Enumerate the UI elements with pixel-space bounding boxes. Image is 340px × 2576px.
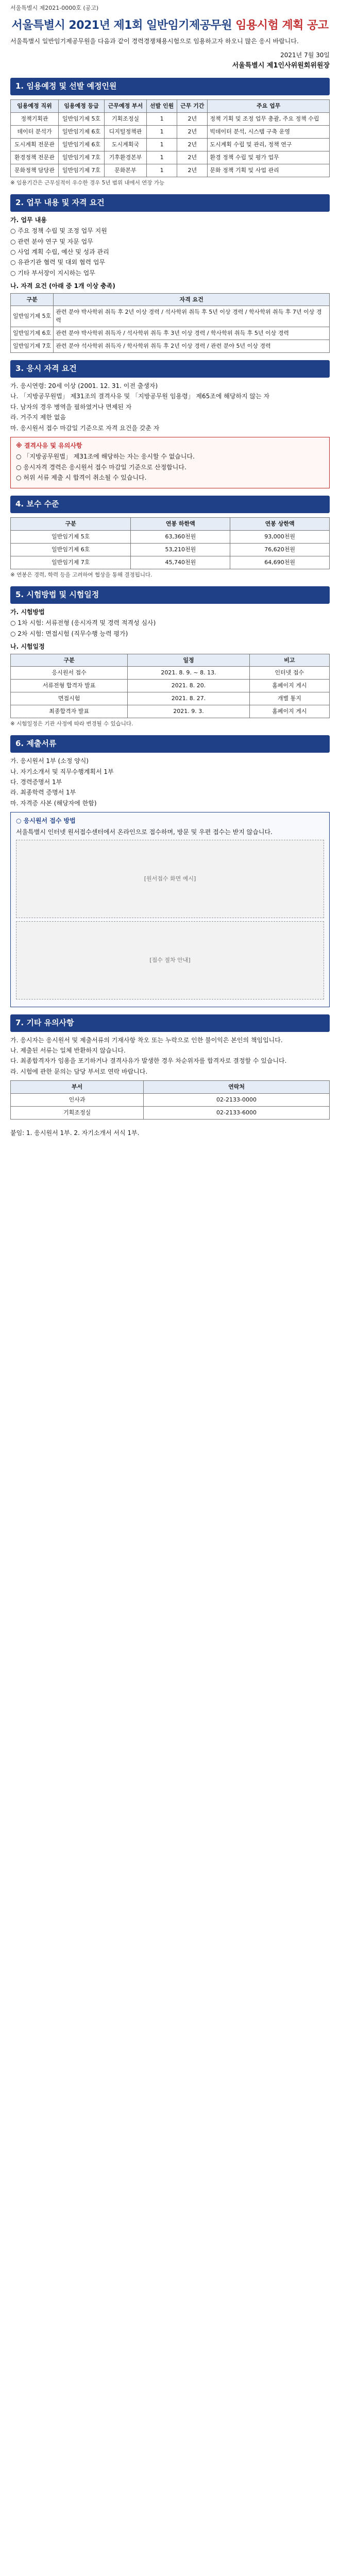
table-header: 근무예정 부서 [105, 100, 147, 113]
qualification-title: 나. 자격 요건 (아래 중 1개 이상 충족) [10, 282, 115, 290]
table-cell: 문화본부 [105, 164, 147, 177]
table-cell: 2년 [177, 164, 208, 177]
table-row [11, 705, 330, 718]
table-row [11, 667, 330, 680]
warning-list [16, 452, 324, 482]
list-item: 가. 응시연령: 20세 이상 (2001. 12. 31. 이전 출생자) [10, 382, 158, 389]
list-item: ○ 주요 정책 수립 및 조정 업무 지원 [10, 227, 107, 235]
list-item: ○ 2차 시험: 면접시험 (직무수행 능력 평가) [10, 630, 128, 637]
table-header: 선발 인원 [146, 100, 177, 113]
table-cell: 일반임기제 7호 [58, 151, 104, 164]
table-cell: 홈페이지 게시 [249, 705, 329, 718]
warning-title: ※ 결격사유 및 유의사항 [16, 442, 82, 449]
table-header: 연락처 [144, 1081, 330, 1094]
application-box-title: ○ 응시원서 접수 방법 [16, 817, 76, 825]
table-cell: 환경 정책 수립 및 평가 업무 [208, 151, 330, 164]
table-cell: 인터넷 접수 [249, 667, 329, 680]
table-cell: 기획조정실 [105, 113, 147, 126]
table-cell: 64,690천원 [230, 556, 330, 569]
table-header: 임용예정 직위 [11, 100, 59, 113]
table-header: 자격 요건 [54, 293, 330, 306]
salary-note: ※ 연봉은 경력, 학력 등을 고려하여 협상을 통해 결정됩니다. [10, 571, 152, 578]
salary-table [10, 517, 330, 569]
list-item: 마. 자격증 사본 (해당자에 한함) [10, 799, 97, 807]
table-cell: 홈페이지 게시 [249, 680, 329, 692]
application-box-text: 서울특별시 인터넷 원서접수센터에서 온라인으로 접수하며, 방문 및 우편 접수는 받지 않습니다. [16, 828, 273, 836]
list-item: ○ 기타 부서장이 지시하는 업무 [10, 269, 95, 277]
table-cell: 1 [146, 126, 177, 139]
table-cell: 일반임기제 7호 [11, 340, 54, 353]
section-heading-7: 7. 기타 유의사항 [10, 1014, 330, 1032]
table-header: 일정 [128, 654, 249, 667]
section-heading-1: 1. 임용예정 및 선발 예정인원 [10, 78, 330, 95]
list-item: 다. 남자의 경우 병역을 필하였거나 면제된 자 [10, 403, 132, 411]
table-header: 연봉 하한액 [131, 518, 230, 531]
table-cell: 문화 정책 기획 및 사업 관리 [208, 164, 330, 177]
table-cell: 53,210천원 [131, 544, 230, 556]
table-row [11, 556, 330, 569]
positions-table [10, 99, 330, 177]
table-cell: 1 [146, 139, 177, 151]
table-cell: 2021. 9. 3. [128, 705, 249, 718]
table-cell: 기획조정실 [11, 1107, 144, 1120]
table-cell: 2021. 8. 27. [128, 692, 249, 705]
table-cell: 76,620천원 [230, 544, 330, 556]
table-header: 주요 업무 [208, 100, 330, 113]
table-cell: 1 [146, 113, 177, 126]
notes-list [10, 1036, 330, 1077]
list-item: 나. 제출된 서류는 일체 반환하지 않습니다. [10, 1047, 126, 1055]
documents-list [10, 757, 330, 808]
section-heading-3: 3. 응시 자격 요건 [10, 360, 330, 378]
table-cell: 2년 [177, 151, 208, 164]
table-cell: 인사과 [11, 1094, 144, 1107]
table-cell: 일반임기제 5호 [11, 531, 131, 544]
schedule-note: ※ 시험일정은 기관 사정에 따라 변경될 수 있습니다. [10, 721, 133, 727]
table-cell: 2021. 8. 20. [128, 680, 249, 692]
table-header: 구분 [11, 518, 131, 531]
table-row [11, 126, 330, 139]
list-item: 라. 시험에 관한 문의는 담당 부서로 연락 바랍니다. [10, 1067, 148, 1075]
table-header: 비고 [249, 654, 329, 667]
table-header: 근무 기간 [177, 100, 208, 113]
table-cell: 도시계획 수립 및 관리, 정책 연구 [208, 139, 330, 151]
table-row [11, 139, 330, 151]
table-cell: 서류전형 합격자 발표 [11, 680, 128, 692]
method-list [10, 619, 330, 638]
table-cell: 2021. 8. 9. ~ 8. 13. [128, 667, 249, 680]
schedule-title: 나. 시험일정 [10, 643, 45, 651]
screenshot-image: [원서접수 화면 예시] [16, 840, 324, 918]
duties-list [10, 227, 330, 278]
application-box [10, 812, 330, 1007]
table-cell: 1 [146, 164, 177, 177]
list-item: ○ 1차 시험: 서류전형 (응시자격 및 경력 적격성 심사) [10, 619, 156, 627]
table-cell: 93,000천원 [230, 531, 330, 544]
table-cell: 도시계획국 [105, 139, 147, 151]
table-cell: 개별 통지 [249, 692, 329, 705]
table-cell: 일반임기제 6호 [11, 544, 131, 556]
intro-text: 서울특별시 일반임기제공무원을 다음과 같이 경력경쟁채용시험으로 임용하고자 하오니 많은 응시 바랍니다. [10, 37, 299, 45]
table-row [11, 113, 330, 126]
table-row [11, 1094, 330, 1107]
top-note: 서울특별시 제2021-0000호 (공고) [10, 5, 99, 11]
page-title [10, 18, 330, 34]
table-cell: 기후환경본부 [105, 151, 147, 164]
table-row [11, 531, 330, 544]
section-heading-5: 5. 시험방법 및 시험일정 [10, 586, 330, 604]
list-item: 나. 자기소개서 및 직무수행계획서 1부 [10, 768, 114, 775]
table-cell: 일반임기제 6호 [11, 327, 54, 340]
table-row [11, 164, 330, 177]
list-item: ○ 응시자격 경력은 응시원서 접수 마감일 기준으로 산정합니다. [16, 463, 186, 471]
list-item: 마. 응시원서 접수 마감일 기준으로 자격 요건을 갖춘 자 [10, 424, 160, 432]
table-row [11, 327, 330, 340]
table-cell: 2년 [177, 139, 208, 151]
section-heading-6: 6. 제출서류 [10, 735, 330, 753]
warning-box [10, 437, 330, 489]
table-cell: 응시원서 접수 [11, 667, 128, 680]
table-cell: 일반임기제 5호 [58, 113, 104, 126]
document-page [5, 0, 335, 1138]
table-cell: 관련 분야 박사학위 취득자 / 석사학위 취득 후 3년 이상 경력 / 학사학위 취득 후 5년 이상 경력 [54, 327, 330, 340]
table-header: 연봉 상한액 [230, 518, 330, 531]
list-item: 다. 최종합격자가 임용을 포기하거나 결격사유가 발생한 경우 차순위자를 합격자로 결정할 수 있습니다. [10, 1057, 287, 1065]
list-item: ○ 「지방공무원법」 제31조에 해당하는 자는 응시할 수 없습니다. [16, 453, 195, 461]
list-item: 라. 최종학력 증명서 1부 [10, 789, 76, 796]
table-cell: 일반임기제 5호 [11, 306, 54, 327]
table-row [11, 544, 330, 556]
table-cell: 디지털정책관 [105, 126, 147, 139]
section-heading-2: 2. 업무 내용 및 자격 요건 [10, 194, 330, 212]
title-accent: 임용시험 계획 공고 [232, 19, 329, 32]
method-title: 가. 시험방법 [10, 608, 45, 616]
schedule-table [10, 654, 330, 719]
table-cell: 45,740천원 [131, 556, 230, 569]
table-cell: 2년 [177, 113, 208, 126]
table-row [11, 680, 330, 692]
list-item: ○ 유관기관 협력 및 대외 협력 업무 [10, 259, 106, 266]
positions-note: ※ 임용기간은 근무실적이 우수한 경우 5년 범위 내에서 연장 가능 [10, 179, 165, 186]
table-row [11, 306, 330, 327]
table-cell: 일반임기제 7호 [11, 556, 131, 569]
table-cell: 면접시험 [11, 692, 128, 705]
table-header: 구분 [11, 293, 54, 306]
table-cell: 02-2133-0000 [144, 1094, 330, 1107]
table-header: 부서 [11, 1081, 144, 1094]
table-header: 임용예정 등급 [58, 100, 104, 113]
table-header: 구분 [11, 654, 128, 667]
title-main: 서울특별시 2021년 제1회 일반임기제공무원 [11, 19, 232, 32]
table-cell: 일반임기제 6호 [58, 126, 104, 139]
table-cell: 문화정책 담당관 [11, 164, 59, 177]
table-cell: 도시계획 전문관 [11, 139, 59, 151]
qualification-table [10, 293, 330, 353]
list-item: 가. 응시자는 응시원서 및 제출서류의 기재사항 착오 또는 누락으로 인한 불이익은 본인의 책임입니다. [10, 1036, 283, 1044]
contact-table [10, 1080, 330, 1120]
announcement-date: 2021년 7월 30일 [280, 52, 330, 59]
table-cell: 최종합격자 발표 [11, 705, 128, 718]
issuer: 서울특별시 제1인사위원회위원장 [232, 61, 330, 70]
section-heading-4: 4. 보수 수준 [10, 496, 330, 513]
list-item: ○ 허위 서류 제출 시 합격이 취소될 수 있습니다. [16, 474, 147, 482]
procedure-image: [접수 절차 안내] [16, 921, 324, 999]
list-item: 라. 거주지 제한 없음 [10, 414, 66, 421]
table-cell: 2년 [177, 126, 208, 139]
list-item: 다. 경력증명서 1부 [10, 778, 62, 786]
table-row [11, 692, 330, 705]
list-item: ○ 관련 분야 연구 및 자문 업무 [10, 238, 93, 245]
table-row [11, 151, 330, 164]
table-cell: 일반임기제 6호 [58, 139, 104, 151]
table-cell: 빅데이터 분석, 시스템 구축 운영 [208, 126, 330, 139]
table-cell: 관련 분야 박사학위 취득 후 2년 이상 경력 / 석사학위 취득 후 5년 이상 경력 / 학사학위 취득 후 7년 이상 경력 [54, 306, 330, 327]
eligibility-list [10, 382, 330, 433]
table-row [11, 340, 330, 353]
list-item: 나. 「지방공무원법」 제31조의 결격사유 및 「지방공무원 임용령」 제65조에 해당하지 않는 자 [10, 393, 270, 400]
list-item: ○ 사업 계획 수립, 예산 및 성과 관리 [10, 248, 109, 256]
table-cell: 정책 기획 및 조정 업무 총괄, 주요 정책 수립 [208, 113, 330, 126]
list-item: 가. 응시원서 1부 (소정 양식) [10, 757, 89, 765]
table-cell: 관련 분야 석사학위 취득자 / 학사학위 취득 후 2년 이상 경력 / 관련 분야 5년 이상 경력 [54, 340, 330, 353]
table-cell: 1 [146, 151, 177, 164]
attachments-note: 붙임: 1. 응시원서 1부. 2. 자기소개서 서식 1부. [10, 1129, 140, 1137]
table-row [11, 1107, 330, 1120]
table-cell: 63,360천원 [131, 531, 230, 544]
table-cell: 정책기획관 [11, 113, 59, 126]
table-cell: 환경정책 전문관 [11, 151, 59, 164]
table-cell: 02-2133-6000 [144, 1107, 330, 1120]
table-cell: 데이터 분석가 [11, 126, 59, 139]
duties-title: 가. 업무 내용 [10, 216, 47, 224]
table-cell: 일반임기제 7호 [58, 164, 104, 177]
